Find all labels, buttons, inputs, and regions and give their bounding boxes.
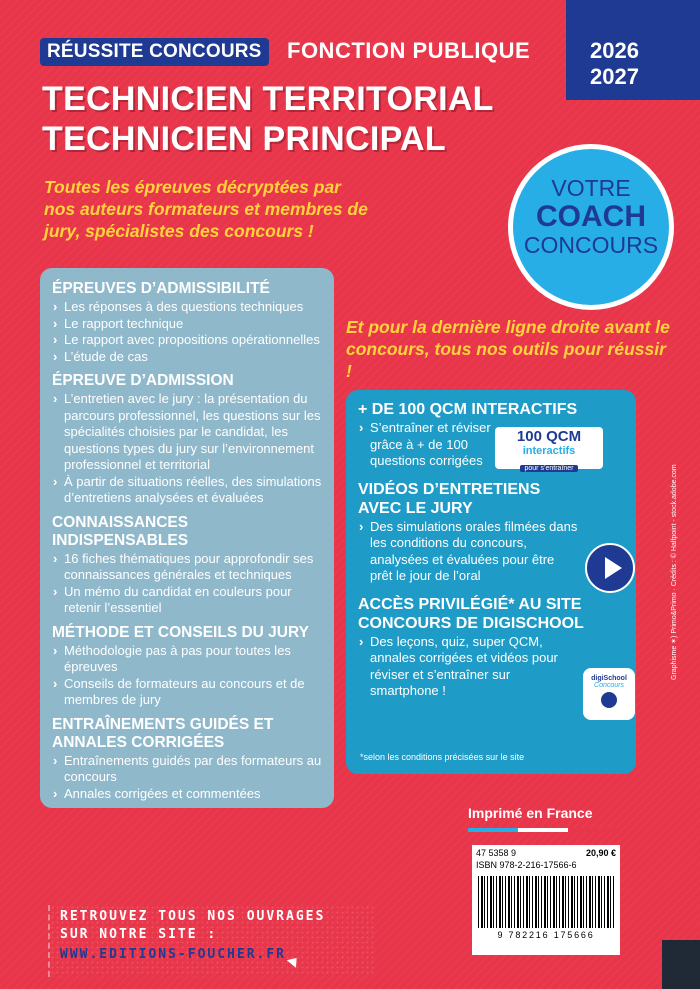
list-item: › Entraînements guidés par des formateurs au concours [52,753,324,786]
site-line-2: SUR NOTRE SITE : [60,927,218,942]
title-line-1: TECHNICIEN TERRITORIAL [42,80,494,118]
barcode-digits: 9 782216 175666 [497,930,595,940]
footnote: *selon les conditions précisées sur le site [360,752,525,762]
collection-badge: RÉUSSITE CONCOURS [40,38,269,66]
last-line-text: Et pour la dernière ligne droite avant le concours, tous nos outils pour réussir ! [346,317,670,381]
section-heading: MÉTHODE ET CONSEILS DU JURY [52,623,309,641]
printed-in-france: Imprimé en France [468,805,593,821]
qcm-logo-line-3: pour s’entraîner [520,465,577,472]
digischool-name: digiSchool [591,675,627,682]
qcm-logo [495,427,603,472]
section-heading: ACCÈS PRIVILÉGIÉ* AU SITE CONCOURS DE DIGISCHOOL [358,595,584,632]
qcm-logo-line-1: 100 QCM [516,428,582,445]
title-line-2: TECHNICIEN PRINCIPAL [42,120,446,158]
qcm-logo-line-2: interactifs [522,445,576,457]
edition-years [566,0,700,100]
list-item: › L’entretien avec le jury : la présentation du parcours professionnel, les questions sur les spécialités choisies par le candidat, les questions types du jury sur l’environnement professionnel et territorial [52,391,324,474]
list-item: › Le rapport avec propositions opérationnelles [52,332,324,349]
product-code: 47 5358 9 [476,848,517,858]
coach-line-2: COACH [536,200,646,233]
french-flag-stripe [468,828,618,832]
price: 20,90 € [585,848,616,858]
list-item: › Méthodologie pas à pas pour toutes les épreuves [52,643,324,676]
list-item: › S’entraîner et réviser grâce à + de 100 questions corrigées [358,420,495,470]
list-item: › À partir de situations réelles, des simulations d’entretiens analysées et évaluées [52,474,324,507]
barcode [478,876,614,928]
list-item: › Les réponses à des questions techniques [52,299,324,316]
section-heading: ÉPREUVE D’ADMISSION [52,372,234,389]
list-item: › L’étude de cas [52,349,324,366]
site-line-1: RETROUVEZ TOUS NOS OUVRAGES [60,909,326,924]
barcode-box [472,845,620,955]
isbn: ISBN 978-2-216-17566-6 [476,860,577,870]
list-item: › Des simulations orales filmées dans les conditions du concours, analysées et évaluées pour être prêt le jour de l’oral [358,519,580,585]
coach-line-1: VOTRE [551,175,631,201]
list-item: › Un mémo du candidat en couleurs pour retenir l’essentiel [52,584,324,617]
year-end: 2027 [590,64,639,89]
section-heading: VIDÉOS D’ENTRETIENS AVEC LE JURY [358,480,541,517]
digischool-logo [583,668,635,720]
digischool-sub: Concours [594,682,624,689]
year-start: 2026 [590,38,639,63]
corner-block [662,940,700,989]
infinity-icon [601,692,617,708]
intro-text: Toutes les épreuves décryptées par nos auteurs formateurs et membres de jury, spécialistes des concours ! [44,177,368,241]
list-item: › Des leçons, quiz, super QCM, annales corrigées et vidéos pour réviser et s’entraîner sur smartphone ! [358,634,570,700]
list-item: › Le rapport technique [52,316,324,333]
list-item: › Conseils de formateurs au concours et de membres de jury [52,676,324,709]
play-icon [585,543,635,593]
coach-line-3: CONCOURS [523,232,659,258]
section-heading: CONNAISSANCES INDISPENSABLES [52,513,189,549]
section-heading: + DE 100 QCM INTERACTIFS [358,401,578,418]
list-item: › Annales corrigées et commentées [52,786,324,803]
section-heading: ÉPREUVES D’ADMISSIBILITÉ [52,280,270,297]
series-label: FONCTION PUBLIQUE [287,38,531,63]
credits: Graphisme ✶) Primo&Primo · Crédits : © Halfpoint - stock.adobe.com [671,464,678,680]
list-item: › 16 fiches thématiques pour approfondir ses connaissances générales et techniques [52,551,324,584]
section-heading: ENTRAÎNEMENTS GUIDÉS ET ANNALES CORRIGÉES [52,715,274,751]
site-url[interactable]: WWW.EDITIONS-FOUCHER.FR [60,947,287,962]
website-promo [48,905,375,977]
contents-panel [40,268,334,808]
coach-circle-badge [508,144,674,310]
